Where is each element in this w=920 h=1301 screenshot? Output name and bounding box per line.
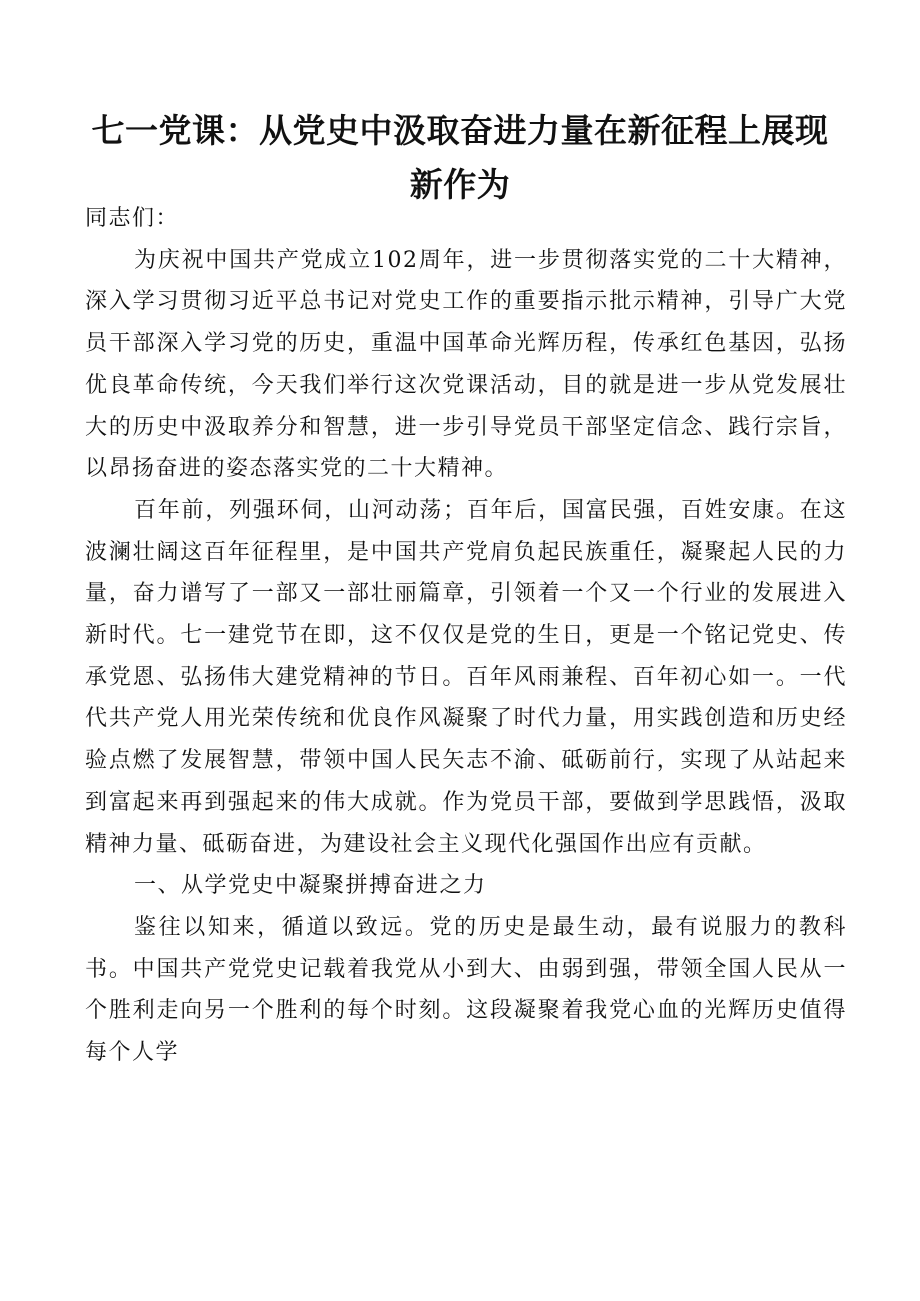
paragraph-history: 百年前，列强环伺，山河动荡；百年后，国富民强，百姓安康。在这波澜壮阔这百年征程里，是中国共产党肩负起民族重任，凝聚起人民的力量，奋力谱写了一部又一部壮丽篇章，引领着一个又一个行业的发展进入新时代。七一建党节在即，这不仅仅是党的生日，更是一个铭记党史、传承党恩、弘扬伟大建党精神的节日。百年风雨兼程、百年初心如一。一代代共产党人用光荣传统和优良作风凝聚了时代力量，用实践创造和历史经验点燃了发展智慧，带领中国人民矢志不渝、砥砺前行，实现了从站起来到富起来再到强起来的伟大成就。作为党员干部，要做到学思践悟，汲取精神力量、砥砺奋进，为建设社会主义现代化强国作出应有贡献。 xyxy=(85,497,847,857)
paragraph-intro: 为庆祝中国共产党成立102周年，进一步贯彻落实党的二十大精神，深入学习贯彻习近平总书记对党史工作的重要指示批示精神，引导广大党员干部深入学习党的历史，重温中国革命光辉历程，传承红色基因，弘扬优良革命传统，今天我们举行这次党课活动，目的就是进一步从党发展壮大的历史中汲取养分和智慧，进一步引导党员干部坚定信念、践行宗旨，以昂扬奋进的姿态落实党的二十大精神。 xyxy=(85,247,847,482)
salutation: 同志们： xyxy=(85,206,180,231)
document-body xyxy=(85,198,847,1074)
section-heading-1: 一、从学党史中凝聚拼搏奋进之力 xyxy=(134,873,487,899)
paragraph-section-1: 鉴往以知来，循道以致远。党的历史是最生动，最有说服力的教科书。中国共产党党史记载着我党从小到大、由弱到强，带领全国人民从一个胜利走向另一个胜利的每个时刻。这段凝聚着我党心血的光辉历史值得每个人学 xyxy=(85,914,847,1066)
document-title: 七一党课：从党史中汲取奋进力量在新征程上展现新作为 xyxy=(91,111,829,204)
